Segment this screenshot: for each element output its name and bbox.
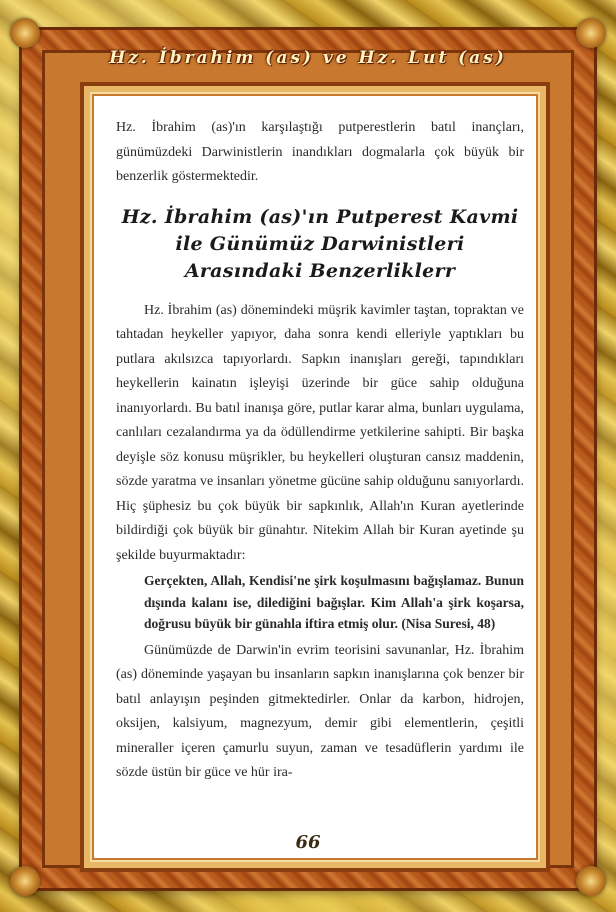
page-content — [116, 116, 524, 786]
intro-paragraph: Hz. İbrahim (as)'ın karşılaştığı putperestlerin batıl inançları, günümüzdeki Darwinistlerin inandıkları dogmalarla çok büyük bir benzerlik göstermektedir. — [116, 120, 524, 184]
page-number: 66 — [295, 832, 321, 853]
section-heading: Hz. İbrahim (as)'ın Putperest Kavmi ile Günümüz Darwinistleri Arasındaki Benzerliklerr — [121, 205, 519, 282]
body-paragraph-1: Hz. İbrahim (as) dönemindeki müşrik kavimler taştan, topraktan ve tahtadan heykeller yapıyor, daha sonra kendi elleriyle yaptıkları bu putlara akılsızca tapıyorlardı. Sapkın inanışları gereği, tapındıkları heykellerin kainatın işleyişi üzerinde bir güce sahip olduğuna inanıyorlardı. Bu batıl inanışa göre, putlar karar alma, bunları uygulama, canlıları cezalandırma ya da ödüllendirme yetkilerine sahipti. Bir başka deyişle söz konusu müşrikler, bu heykelleri oluşturan cansız maddenin, sözde yaratma ve insanları yönetme gücüne sahip olduğunu sanıyorlardı. Hiç şüphesiz bu çok büyük bir sapkınlık, Allah'ın Kuran ayetlerinde bildirdiği çok büyük bir günahtır. Nitekim Allah bir Kuran ayetinde şu şekilde buyurmaktadır: — [116, 302, 524, 563]
body-paragraph-2: Günümüzde de Darwin'in evrim teorisini savunanlar, Hz. İbrahim (as) döneminde yaşayan bu insanların sapkın inanışlarına çok benzer bir batıl anlayışın peşinden gitmektedirler. Onlar da karbon, hidrojen, oksijen, kalsiyum, magnezyum, demir gibi elementlerin, çeşitli mineraller içeren çamurlu suyun, zaman ve tesadüflerin yardımı ile sözde üstün bir güce ve hür ira- — [116, 642, 524, 780]
chapter-header — [22, 36, 594, 80]
chapter-title: Hz. İbrahim (as) ve Hz. Lut (as) — [109, 48, 507, 68]
frame-corner-ornament — [10, 866, 40, 896]
verse-quote: Gerçekten, Allah, Kendisi'ne şirk koşulmasını bağışlamaz. Bunun dışında kalanı ise, dilediğini bağışlar. Kim Allah'a şirk koşarsa, doğrusu büyük bir günahla iftira etmiş olur. (Nisa Suresi, 48) — [144, 573, 524, 631]
frame-corner-ornament — [576, 866, 606, 896]
